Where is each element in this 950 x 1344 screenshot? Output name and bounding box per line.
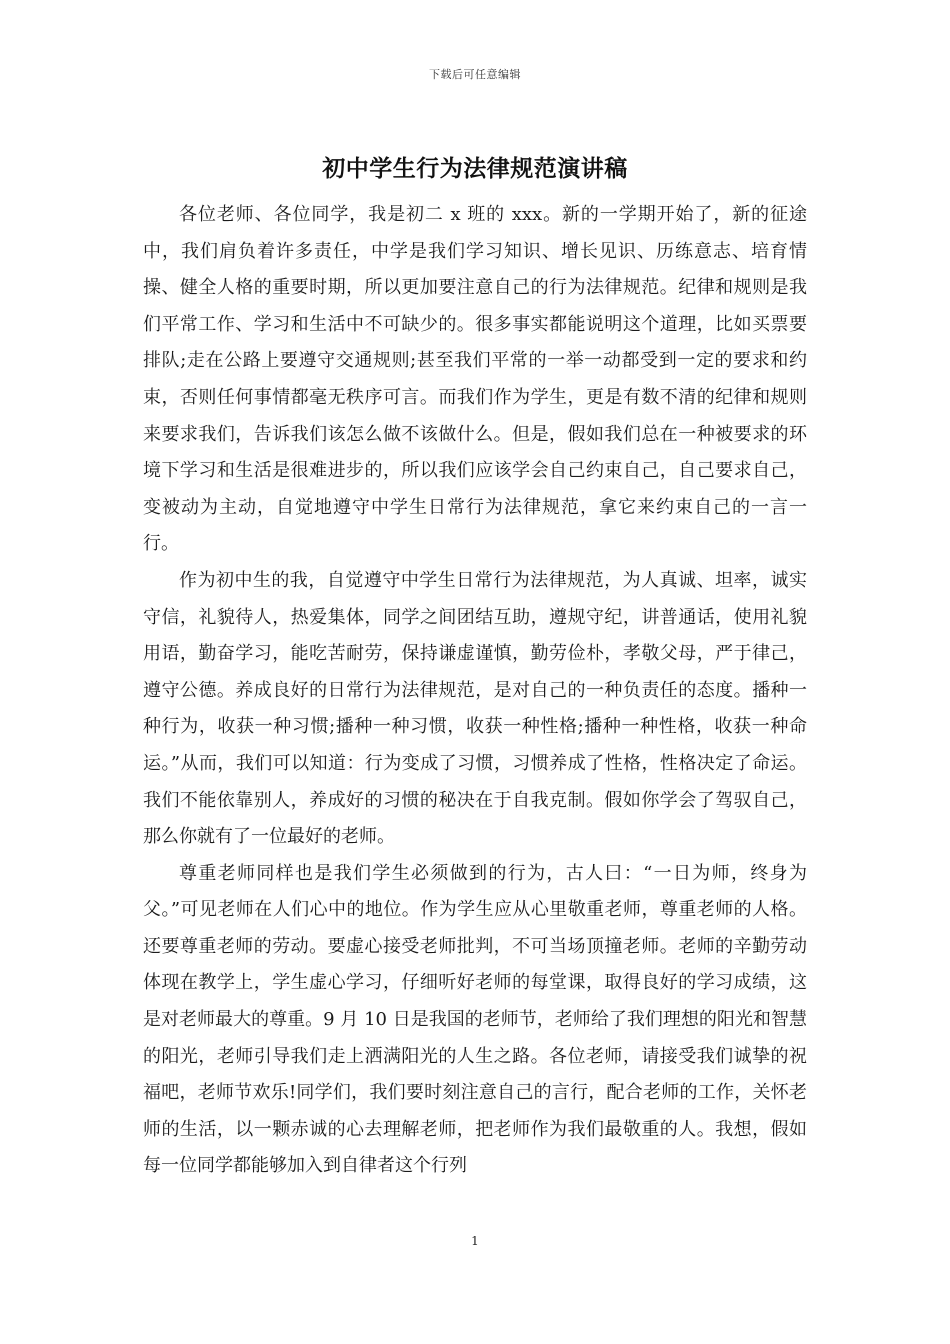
paragraph-3: 尊重老师同样也是我们学生必须做到的行为，古人曰：“一日为师，终身为父。”可见老师在人们心中的地位。作为学生应从心里敬重老师，尊重老师的人格。还要尊重老师的劳动。要虚心接受老师批判，不可当场顶撞老师。老师的辛勤劳动体现在教学上，学生虚心学习，仔细听好老师的每堂课，取得良好的学习成绩，这是对老师最大的尊重。9 月 10 日是我国的老师节，老师给了我们理想的阳光和智慧的阳光，老师引导我们走上洒满阳光的人生之路。各位老师，请接受我们诚挚的祝福吧，老师节欢乐!同学们，我们要时刻注意自己的言行，配合老师的工作，关怀老师的生活，以一颗赤诚的心去理解老师，把老师作为我们最敬重的人。我想，假如每一位同学都能够加入到自律者这个行列 (143, 862, 807, 1177)
paragraph-1: 各位老师、各位同学，我是初二 x 班的 xxx。新的一学期开始了，新的征途中，我们肩负着许多责任，中学是我们学习知识、增长见识、历练意志、培育情操、健全人格的重要时期，所以更加要注意自己的行为法律规范。纪律和规则是我们平常工作、学习和生活中不可缺少的。很多事实都能说明这个道理，比如买票要排队;走在公路上要遵守交通规则;甚至我们平常的一举一动都受到一定的要求和约束，否则任何事情都毫无秩序可言。而我们作为学生，更是有数不清的纪律和规则来要求我们，告诉我们该怎么做不该做什么。但是，假如我们总在一种被要求的环境下学习和生活是很难进步的，所以我们应该学会自己约束自己，自己要求自己，变被动为主动，自觉地遵守中学生日常行为法律规范，拿它来约束自己的一言一行。 (143, 204, 807, 555)
page-number: 1 (471, 1234, 479, 1248)
paragraph-2: 作为初中生的我，自觉遵守中学生日常行为法律规范，为人真诚、坦率，诚实守信，礼貌待人，热爱集体，同学之间团结互助，遵规守纪，讲普通话，使用礼貌用语，勤奋学习，能吃苦耐劳，保持谦虚谨慎，勤劳俭朴，孝敬父母，严于律己，遵守公德。养成良好的日常行为法律规范，是对自己的一种负责任的态度。播种一种行为，收获一种习惯;播种一种习惯，收获一种性格;播种一种性格，收获一种命运。”从而，我们可以知道：行为变成了习惯，习惯养成了性格，性格决定了命运。我们不能依靠别人，养成好的习惯的秘决在于自我克制。假如你学会了驾驭自己，那么你就有了一位最好的老师。 (143, 569, 807, 848)
document-body (143, 197, 807, 1185)
document-title: 初中学生行为法律规范演讲稿 (322, 155, 628, 182)
header-note: 下载后可任意编辑 (429, 68, 521, 81)
